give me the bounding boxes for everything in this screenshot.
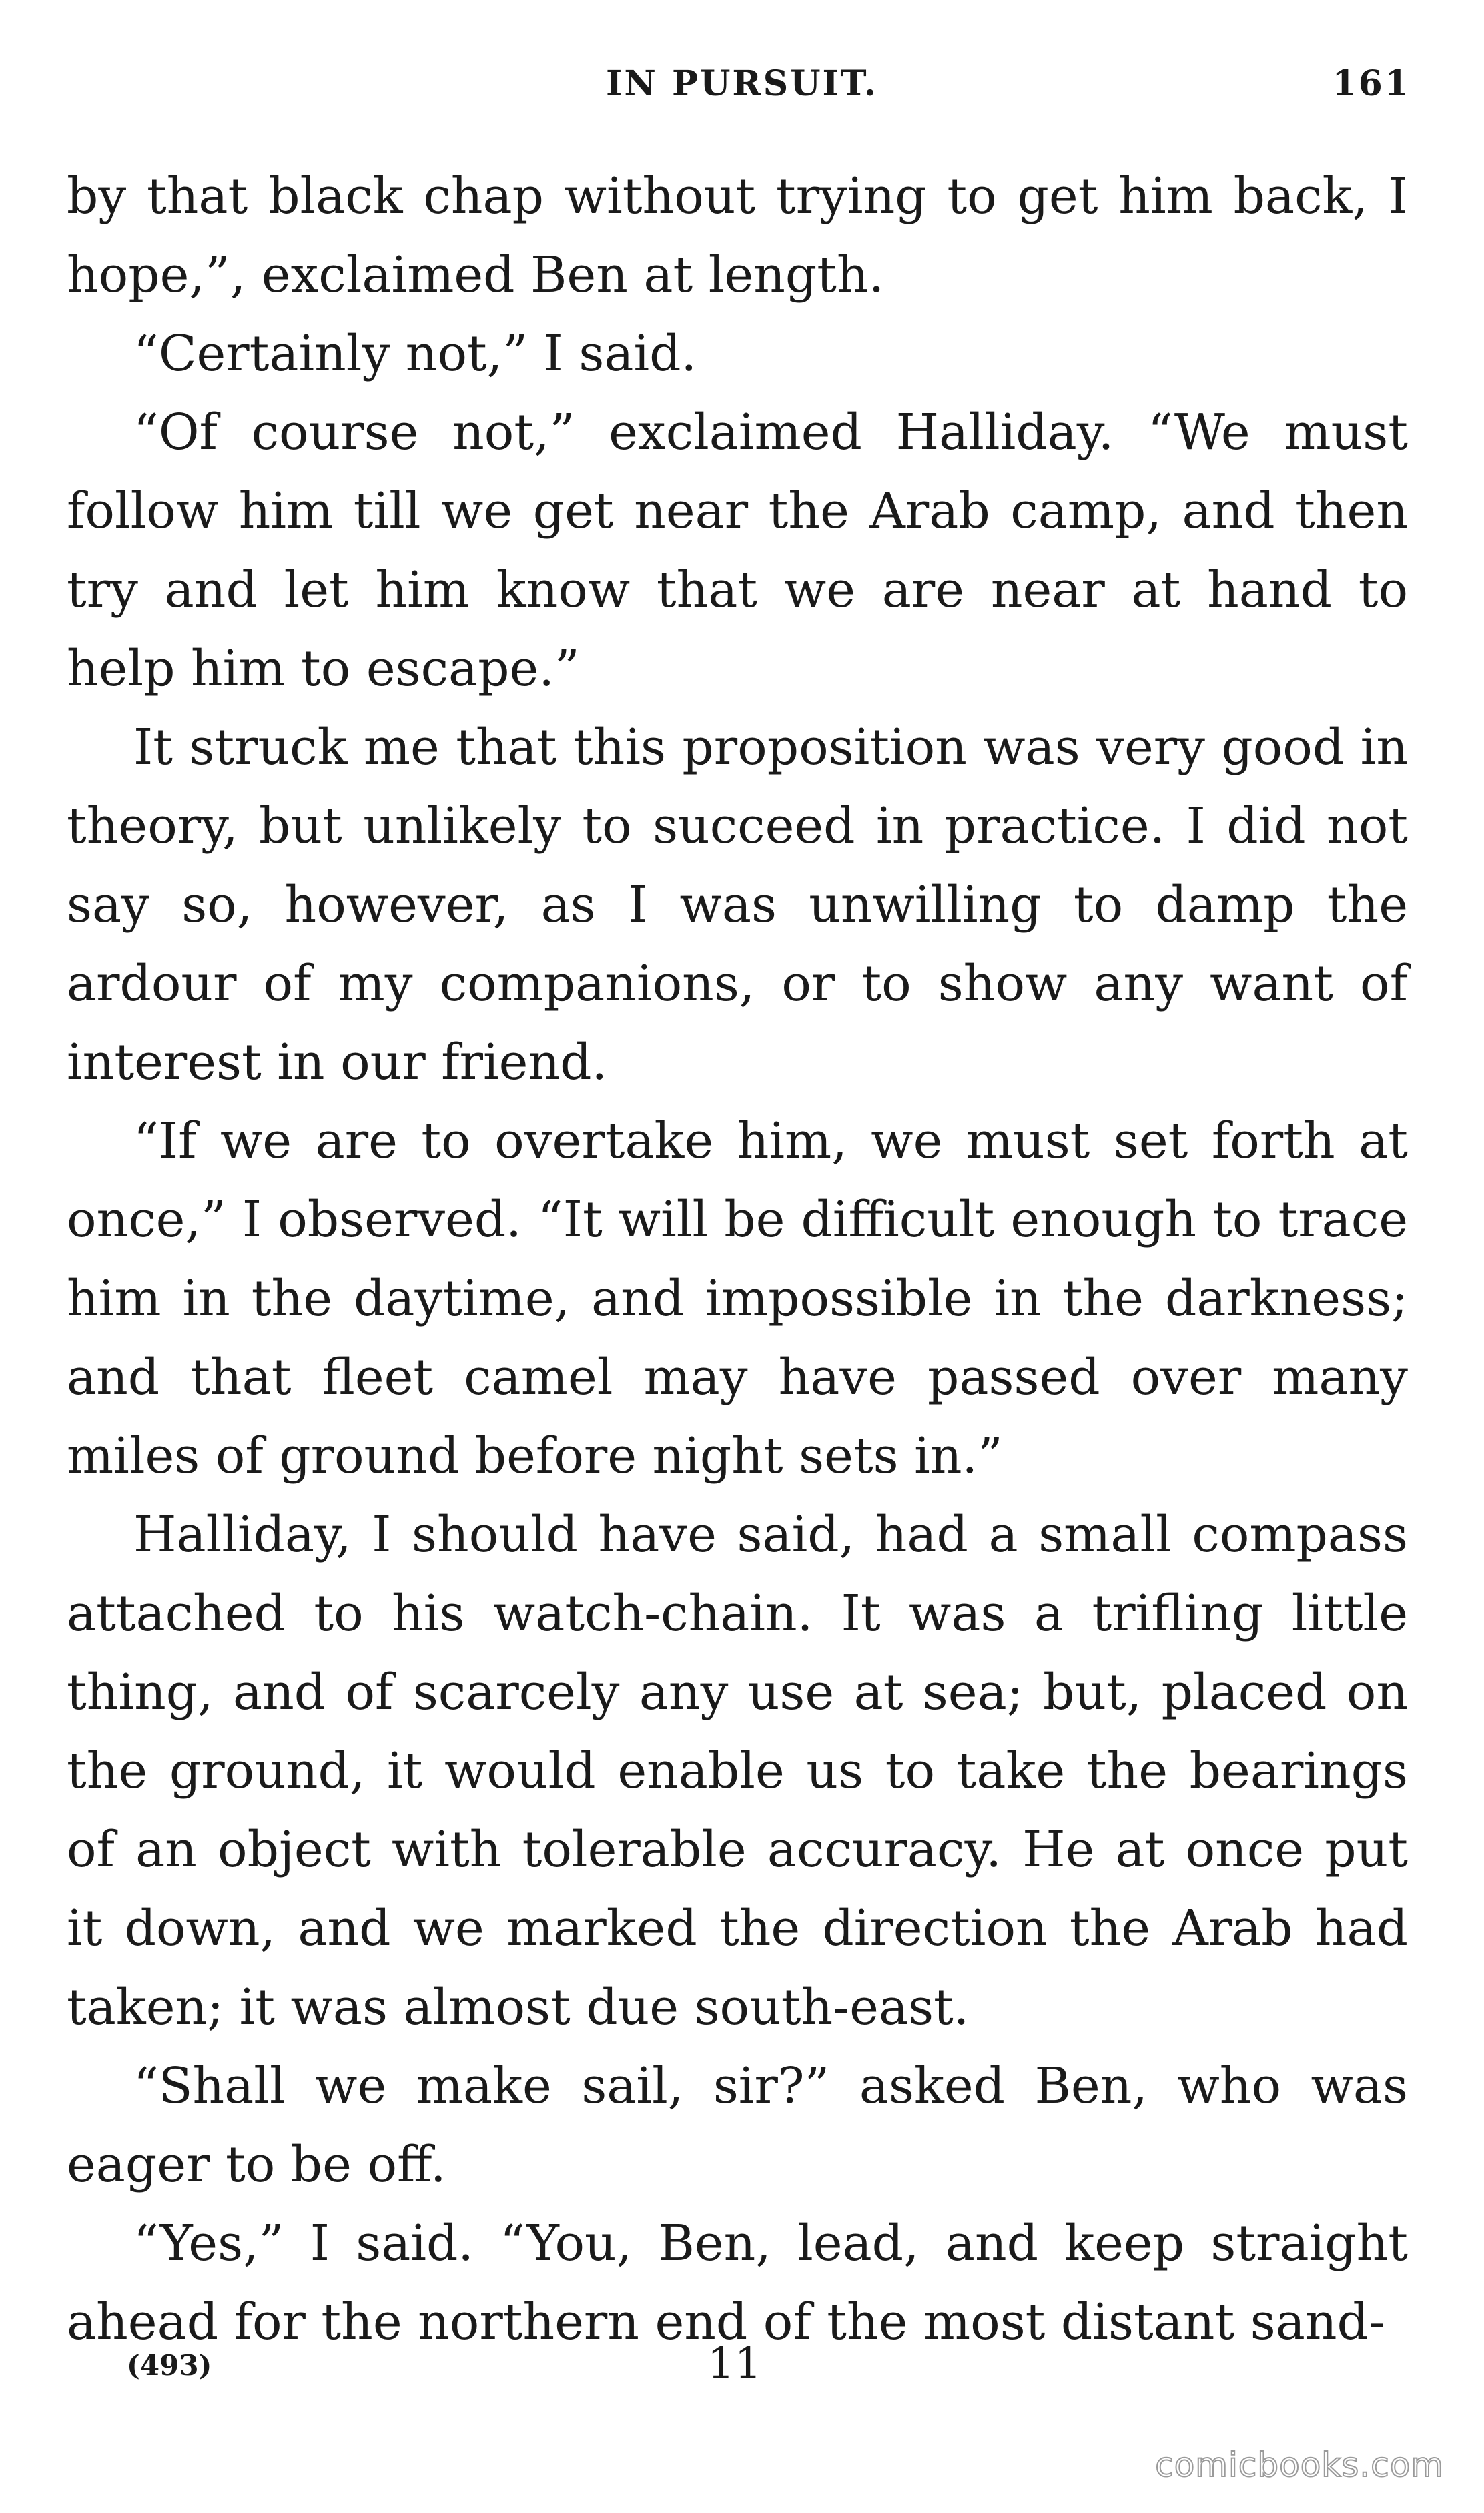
page-number: 161 bbox=[1332, 63, 1411, 104]
paragraph: “Of course not,” exclaimed Halliday. “We must follow him till we get near the Arab camp, and then try and let him know that we are near at hand to help him to escape.” bbox=[67, 404, 1408, 697]
paragraph: “If we are to overtake him, we must set forth at once,” I observed. “It will be difficult enough to trace him in the daytime, and impossible in the darkness; and that fleet camel may have passed over many miles of ground before night sets in.” bbox=[67, 1112, 1408, 1485]
paragraph-continuation: by that black chap without trying to get him back, I hope,”, exclaimed Ben at length. bbox=[67, 167, 1408, 304]
paragraph: It struck me that this proposition was very good in theory, but unlikely to succeed in practice. I did not say so, however, as I was unwilling to damp the ardour of my companions, or to show any want of interest in our friend. bbox=[67, 719, 1408, 1091]
paragraph: “Yes,” I said. “You, Ben, lead, and keep straight ahead for the northern end of the most distant sand- bbox=[67, 2215, 1408, 2351]
gathering-signature-number: 11 bbox=[707, 2339, 762, 2388]
paragraph: “Shall we make sail, sir?” asked Ben, who was eager to be off. bbox=[67, 2057, 1408, 2193]
running-head bbox=[0, 63, 1484, 123]
body-text bbox=[67, 157, 1408, 2362]
watermark: comicbooks.com bbox=[1155, 2446, 1444, 2484]
printer-signature-mark: (493) bbox=[127, 2349, 212, 2382]
running-title: IN PURSUIT. bbox=[606, 63, 878, 104]
paragraph: “Certainly not,” I said. bbox=[133, 325, 697, 382]
paragraph: Halliday, I should have said, had a small compass attached to his watch-chain. It was a trifling little thing, and of scarcely any use at sea; but, placed on the ground, it would enable us to take the bearings of an object with tolerable accuracy. He at once put it down, and we marked the direction the Arab had taken; it was almost due south-east. bbox=[67, 1506, 1408, 2036]
